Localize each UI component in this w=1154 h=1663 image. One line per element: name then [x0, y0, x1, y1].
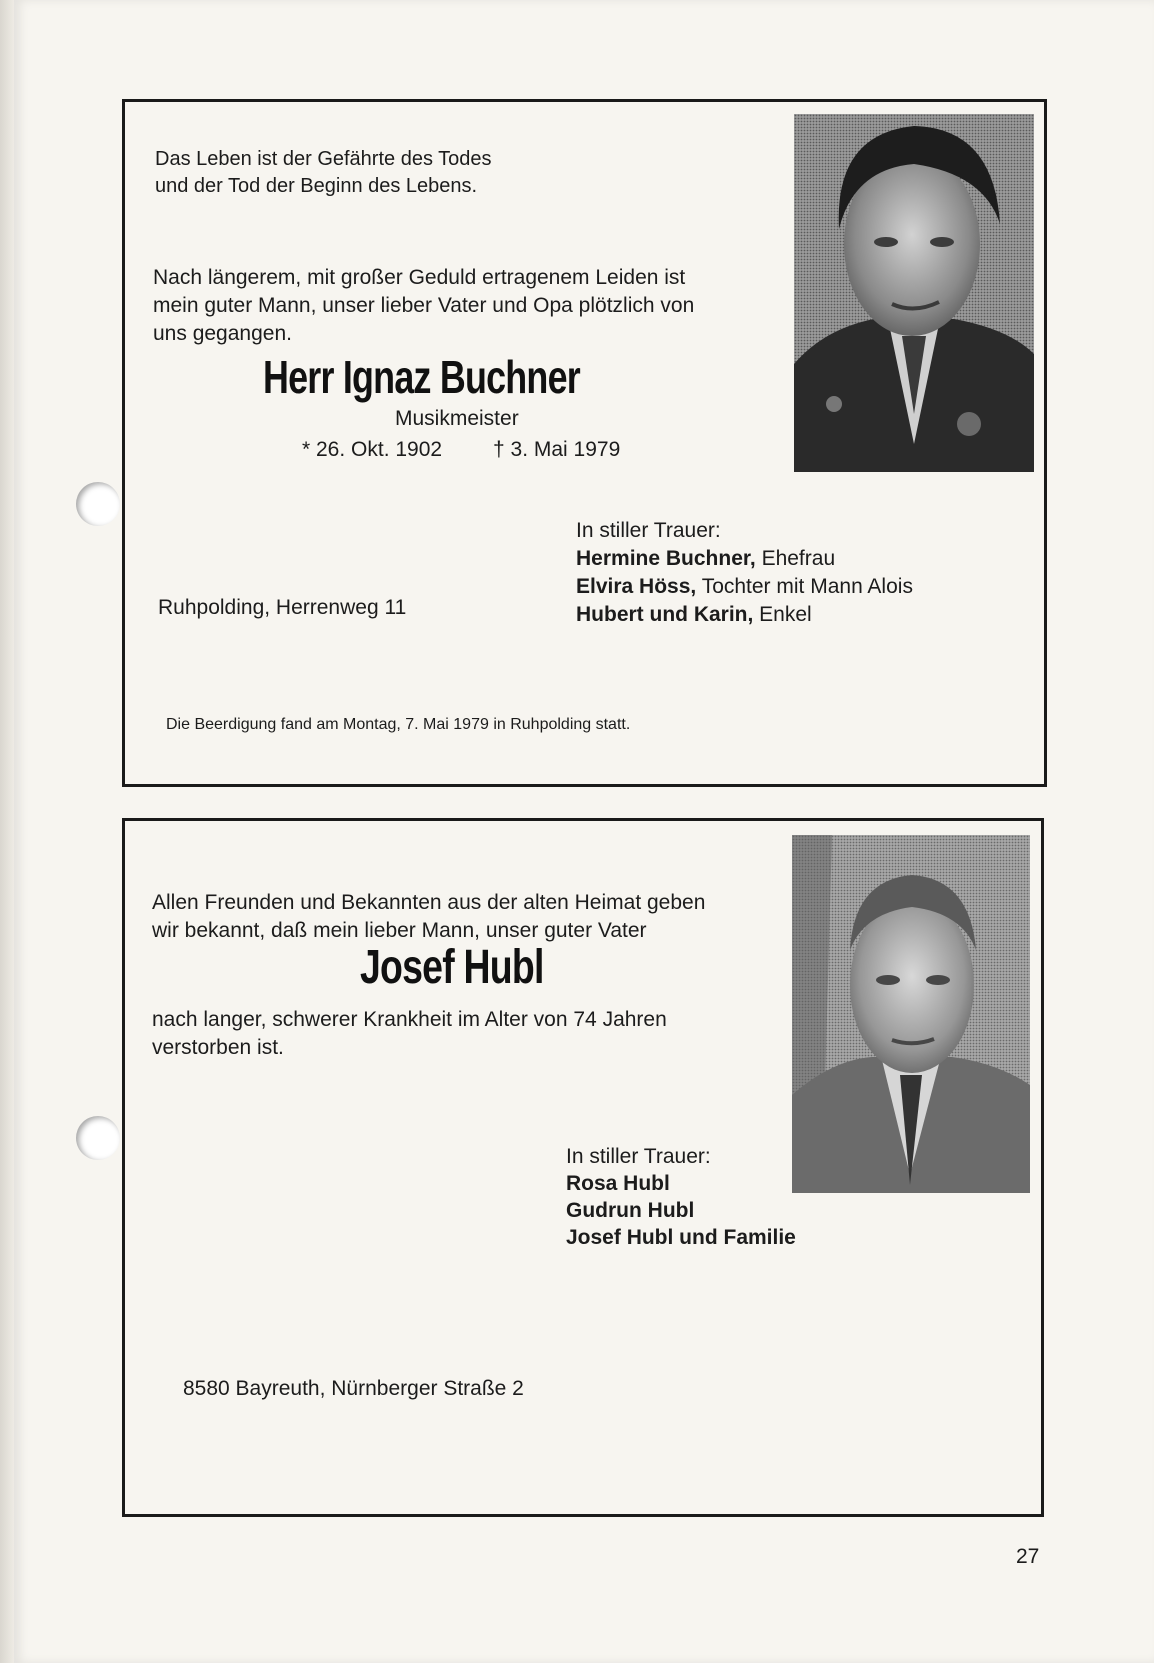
book-spine [0, 0, 14, 1663]
mourner-name: Gudrun Hubl [566, 1199, 695, 1222]
intro-line-3: uns gegangen. [153, 322, 292, 345]
text-line-2: verstorben ist. [152, 1036, 284, 1059]
intro-line-2: wir bekannt, daß mein lieber Mann, unser guter Vater [152, 919, 647, 942]
deceased-name-buchner: Herr Ignaz Buchner [263, 351, 580, 403]
mourner-name: Josef Hubl und Familie [566, 1226, 796, 1249]
mourner-name: Rosa Hubl [566, 1172, 670, 1195]
mourner-line [576, 545, 835, 572]
mourner-relation: Enkel [753, 603, 812, 626]
intro-line-1: Allen Freunden und Bekannten aus der alten Heimat geben [152, 891, 706, 914]
portrait-photo-buchner [794, 114, 1034, 472]
mourner-relation: Ehefrau [755, 547, 836, 570]
punch-hole-bottom [76, 1116, 120, 1160]
text-line-1: nach langer, schwerer Krankheit im Alter von 74 Jahren [152, 1008, 667, 1031]
intro-line-2: mein guter Mann, unser lieber Vater und Opa plötzlich von [153, 294, 695, 317]
funeral-note: Die Beerdigung fand am Montag, 7. Mai 1979 in Ruhpolding statt. [166, 716, 631, 733]
page-number: 27 [1016, 1545, 1040, 1568]
mourner-line [576, 573, 913, 600]
motto-line-1: Das Leben ist der Gefährte des Todes [155, 148, 492, 170]
mourners-heading: In stiller Trauer: [566, 1145, 711, 1168]
portrait-photo-hubl [792, 835, 1030, 1193]
mourner-name: Elvira Höss, [576, 575, 697, 598]
mourners-heading: In stiller Trauer: [576, 519, 721, 542]
address-hubl: 8580 Bayreuth, Nürnberger Straße 2 [183, 1377, 524, 1400]
mourner-line [576, 601, 812, 628]
punch-hole-top [76, 482, 120, 526]
death-date: † 3. Mai 1979 [493, 438, 621, 461]
mourner-name: Hermine Buchner, [576, 547, 756, 570]
birth-date: * 26. Okt. 1902 [302, 438, 443, 461]
motto-line-2: und der Tod der Beginn des Lebens. [155, 175, 478, 197]
deceased-title: Musikmeister [395, 407, 519, 430]
intro-line-1: Nach längerem, mit großer Geduld ertragenem Leiden ist [153, 266, 686, 289]
deceased-name-hubl: Josef Hubl [360, 941, 544, 994]
address-buchner: Ruhpolding, Herrenweg 11 [158, 596, 407, 619]
mourner-relation: Tochter mit Mann Alois [696, 575, 913, 598]
mourner-name: Hubert und Karin, [576, 603, 754, 626]
